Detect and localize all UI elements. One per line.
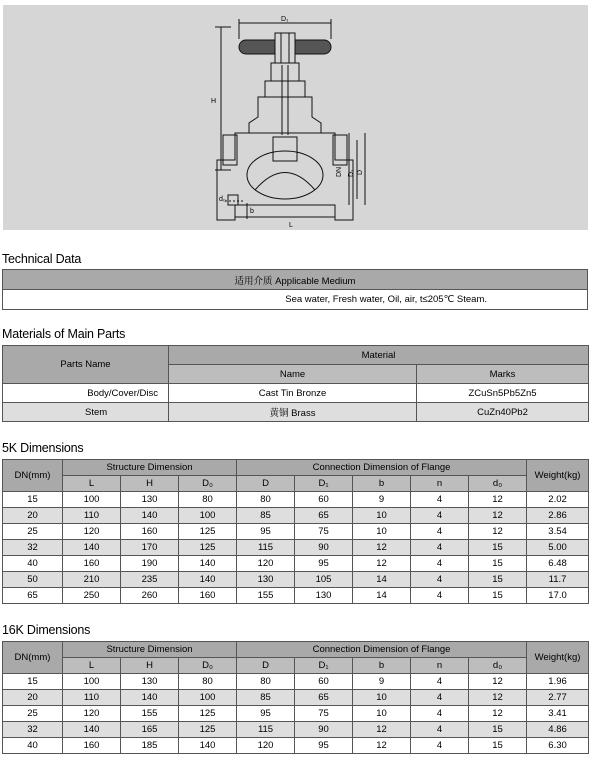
marks-cell: CuZn40Pb2 (417, 403, 589, 422)
sub-header-d1: D₁ (295, 658, 353, 674)
applicable-medium-header: 适用介质 Applicable Medium (3, 270, 588, 290)
marks-header: Marks (417, 365, 589, 384)
dn-cell: 20 (3, 508, 63, 524)
globe-valve-diagram (3, 5, 588, 230)
dn-cell: 15 (3, 674, 63, 690)
dimension-cell: 4 (411, 690, 469, 706)
dimension-cell: 125 (179, 524, 237, 540)
dimension-cell: 80 (179, 674, 237, 690)
dimension-cell: 115 (237, 722, 295, 738)
weight-cell: 5.00 (527, 540, 589, 556)
dimension-cell: 4 (411, 722, 469, 738)
dimension-cell: 190 (121, 556, 179, 572)
weight-cell: 2.86 (527, 508, 589, 524)
dimension-cell: 115 (237, 540, 295, 556)
dimensions-5k-table (2, 459, 589, 604)
marks-cell: ZCuSn5Pb5Zn5 (417, 384, 589, 403)
dimension-cell: 15 (469, 722, 527, 738)
dimension-cell: 130 (295, 588, 353, 604)
dimension-cell: 15 (469, 556, 527, 572)
dimension-cell: 130 (237, 572, 295, 588)
sub-header-d: D (237, 476, 295, 492)
weight-cell: 1.96 (527, 674, 589, 690)
dimension-cell: 110 (63, 508, 121, 524)
dimension-cell: 90 (295, 540, 353, 556)
dimension-cell: 90 (295, 722, 353, 738)
dimension-cell: 12 (469, 674, 527, 690)
dimension-cell: 80 (237, 674, 295, 690)
dimension-cell: 14 (353, 572, 411, 588)
dimension-cell: 160 (179, 588, 237, 604)
valve-drawing-panel (3, 5, 588, 230)
dimension-cell: 140 (121, 690, 179, 706)
dimension-cell: 12 (469, 492, 527, 508)
table-row (3, 524, 589, 540)
dimension-cell: 100 (179, 508, 237, 524)
materials-title: Materials of Main Parts (2, 327, 126, 341)
dimension-cell: 125 (179, 706, 237, 722)
table-row (3, 556, 589, 572)
table-row (3, 572, 589, 588)
dimension-cell: 130 (121, 492, 179, 508)
sub-header-d: D (237, 658, 295, 674)
sub-header-d0: D₀ (179, 476, 237, 492)
connection-dimension-header: Connection Dimension of Flange (237, 460, 527, 476)
connection-dimension-header: Connection Dimension of Flange (237, 642, 527, 658)
dimension-cell: 4 (411, 706, 469, 722)
name-header: Name (169, 365, 417, 384)
dimension-cell: 15 (469, 738, 527, 754)
dimension-cell: 140 (179, 738, 237, 754)
weight-cell: 17.0 (527, 588, 589, 604)
dimension-cell: 65 (295, 508, 353, 524)
dimension-cell: 130 (121, 674, 179, 690)
materials-table (2, 345, 589, 422)
dim-label-h: H (211, 98, 217, 105)
dim-label-d0: d₀ (219, 196, 226, 203)
dimension-cell: 185 (121, 738, 179, 754)
dimension-cell: 235 (121, 572, 179, 588)
dimension-cell: 12 (353, 556, 411, 572)
table-row (3, 690, 589, 706)
sub-header-l: L (63, 658, 121, 674)
dim-label-d1: D₁ (281, 16, 289, 23)
dim-label-dn: DN (336, 166, 343, 177)
part-cell: Stem (3, 403, 169, 422)
dimension-cell: 4 (411, 738, 469, 754)
table-row (3, 403, 589, 422)
dimension-cell: 85 (237, 508, 295, 524)
dimension-cell: 60 (295, 674, 353, 690)
dimension-cell: 4 (411, 508, 469, 524)
dimension-cell: 10 (353, 508, 411, 524)
dimension-cell: 140 (179, 572, 237, 588)
parts-name-header: Parts Name (3, 346, 169, 384)
dimension-cell: 160 (63, 556, 121, 572)
dimension-cell: 155 (121, 706, 179, 722)
dimension-cell: 9 (353, 492, 411, 508)
dimension-cell: 12 (353, 540, 411, 556)
dimension-cell: 125 (179, 540, 237, 556)
dimension-cell: 12 (353, 738, 411, 754)
dimensions-16k-table (2, 641, 589, 754)
dimension-cell: 120 (63, 524, 121, 540)
dimension-cell: 140 (179, 556, 237, 572)
applicable-medium-value: Sea water, Fresh water, Oil, air, t≤205℃ Steam. (3, 290, 588, 310)
dimension-cell: 165 (121, 722, 179, 738)
part-cell: Body/Cover/Disc (3, 384, 169, 403)
dimension-cell: 140 (63, 540, 121, 556)
sub-header-n: n (411, 476, 469, 492)
structure-dimension-header: Structure Dimension (63, 642, 237, 658)
material-name-cell: Cast Tin Bronze (169, 384, 417, 403)
dimension-cell: 4 (411, 540, 469, 556)
weight-cell: 3.41 (527, 706, 589, 722)
dn-cell: 40 (3, 556, 63, 572)
dimension-cell: 15 (469, 540, 527, 556)
dimension-cell: 160 (63, 738, 121, 754)
dimension-cell: 210 (63, 572, 121, 588)
dimension-cell: 80 (237, 492, 295, 508)
dimension-cell: 80 (179, 492, 237, 508)
dimension-cell: 75 (295, 524, 353, 540)
dimension-cell: 10 (353, 690, 411, 706)
sub-header-l: L (63, 476, 121, 492)
material-name-cell: 黄铜 Brass (169, 403, 417, 422)
table-row (3, 738, 589, 754)
sub-header-b: b (353, 658, 411, 674)
dn-cell: 32 (3, 540, 63, 556)
dimension-cell: 105 (295, 572, 353, 588)
dimension-cell: 125 (179, 722, 237, 738)
dimension-cell: 15 (469, 572, 527, 588)
dimension-cell: 65 (295, 690, 353, 706)
dimension-cell: 120 (237, 738, 295, 754)
dimension-cell: 260 (121, 588, 179, 604)
dimension-cell: 100 (63, 492, 121, 508)
table-row (3, 706, 589, 722)
dn-cell: 32 (3, 722, 63, 738)
weight-cell: 2.77 (527, 690, 589, 706)
dimension-cell: 75 (295, 706, 353, 722)
sub-header-h: H (121, 658, 179, 674)
dimension-cell: 15 (469, 588, 527, 604)
dimension-cell: 9 (353, 674, 411, 690)
dim-label-l: L (289, 222, 293, 229)
sub-header-d0-hole: d₀ (469, 658, 527, 674)
dimension-cell: 60 (295, 492, 353, 508)
dn-cell: 25 (3, 706, 63, 722)
material-header: Material (169, 346, 589, 365)
dn-cell: 25 (3, 524, 63, 540)
dimension-cell: 4 (411, 524, 469, 540)
dn-header: DN(mm) (3, 460, 63, 492)
dn-cell: 65 (3, 588, 63, 604)
dimension-cell: 250 (63, 588, 121, 604)
dimension-cell: 160 (121, 524, 179, 540)
dimension-cell: 4 (411, 588, 469, 604)
weight-cell: 4.86 (527, 722, 589, 738)
dimensions-16k-title: 16K Dimensions (2, 623, 91, 637)
weight-cell: 3.54 (527, 524, 589, 540)
table-row (3, 540, 589, 556)
technical-data-title: Technical Data (2, 252, 82, 266)
dimensions-5k-title: 5K Dimensions (2, 441, 84, 455)
dn-cell: 20 (3, 690, 63, 706)
dimension-cell: 140 (63, 722, 121, 738)
dimension-cell: 12 (469, 690, 527, 706)
technical-data-table (2, 269, 588, 310)
dimension-cell: 4 (411, 556, 469, 572)
table-row (3, 588, 589, 604)
dim-label-b: b (250, 208, 254, 215)
dimension-cell: 4 (411, 674, 469, 690)
dimension-cell: 12 (353, 722, 411, 738)
sub-header-b: b (353, 476, 411, 492)
dim-label-d: D (357, 169, 364, 175)
table-row (3, 384, 589, 403)
dn-cell: 15 (3, 492, 63, 508)
weight-header: Weight(kg) (527, 642, 589, 674)
sub-header-d0: D₀ (179, 658, 237, 674)
weight-cell: 11.7 (527, 572, 589, 588)
table-row (3, 674, 589, 690)
dimension-cell: 100 (179, 690, 237, 706)
sub-header-d0-hole: d₀ (469, 476, 527, 492)
dimension-cell: 155 (237, 588, 295, 604)
dimension-cell: 85 (237, 690, 295, 706)
dimension-cell: 95 (237, 524, 295, 540)
dimension-cell: 95 (237, 706, 295, 722)
dimension-cell: 95 (295, 556, 353, 572)
dimension-cell: 10 (353, 524, 411, 540)
dimension-cell: 12 (469, 524, 527, 540)
dn-header: DN(mm) (3, 642, 63, 674)
dimension-cell: 95 (295, 738, 353, 754)
dn-cell: 40 (3, 738, 63, 754)
structure-dimension-header: Structure Dimension (63, 460, 237, 476)
dimension-cell: 120 (63, 706, 121, 722)
dimension-cell: 110 (63, 690, 121, 706)
sub-header-d1: D₁ (295, 476, 353, 492)
table-row (3, 492, 589, 508)
weight-cell: 2.02 (527, 492, 589, 508)
dim-label-d1-right: D₁ (348, 169, 355, 177)
dimension-cell: 4 (411, 572, 469, 588)
sub-header-h: H (121, 476, 179, 492)
dimension-cell: 4 (411, 492, 469, 508)
dn-cell: 50 (3, 572, 63, 588)
table-row (3, 722, 589, 738)
dimension-cell: 170 (121, 540, 179, 556)
weight-cell: 6.30 (527, 738, 589, 754)
dimension-cell: 120 (237, 556, 295, 572)
table-row (3, 508, 589, 524)
weight-cell: 6.48 (527, 556, 589, 572)
dimension-cell: 10 (353, 706, 411, 722)
dimension-cell: 140 (121, 508, 179, 524)
dimension-cell: 12 (469, 706, 527, 722)
dimension-cell: 12 (469, 508, 527, 524)
dimension-cell: 100 (63, 674, 121, 690)
sub-header-n: n (411, 658, 469, 674)
weight-header: Weight(kg) (527, 460, 589, 492)
dimension-cell: 14 (353, 588, 411, 604)
